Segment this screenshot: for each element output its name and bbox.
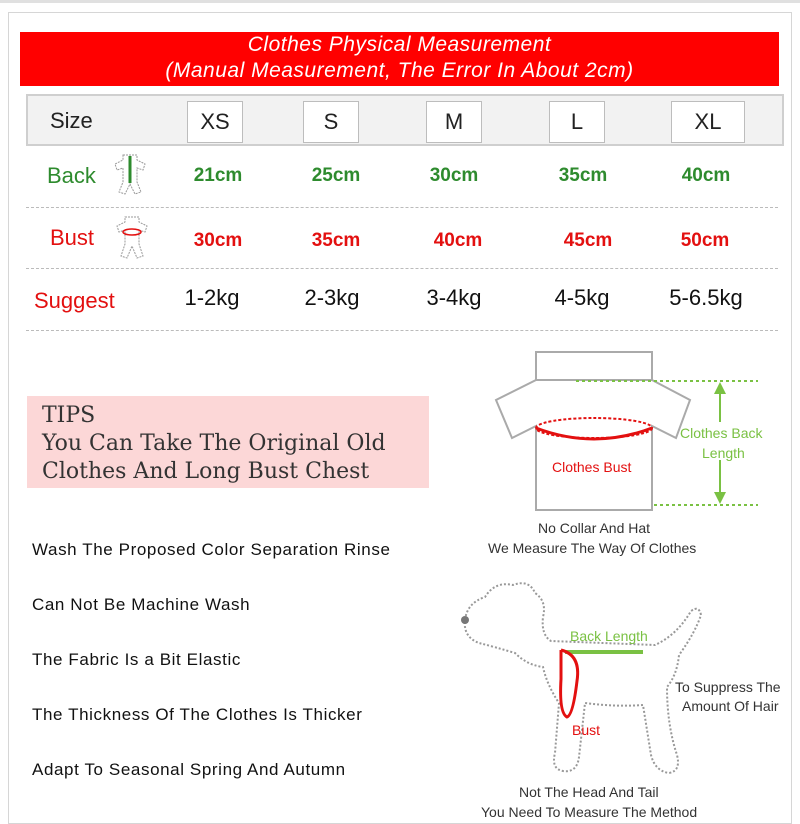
dog-bust-label: Bust	[572, 722, 601, 738]
care-item: Adapt To Seasonal Spring And Autumn	[32, 760, 346, 779]
bust-m: 40cm	[433, 230, 483, 251]
shirt-caption-1: No Collar And Hat	[538, 520, 651, 536]
care-item: The Fabric Is a Bit Elastic	[32, 650, 241, 669]
back-s: 25cm	[311, 165, 361, 186]
back-xl: 40cm	[681, 165, 731, 186]
dog-suppress-label-2: Amount Of Hair	[682, 698, 779, 714]
dog-back-length-label: Back Length	[570, 628, 648, 644]
bust-measure-icon	[113, 214, 151, 262]
row-divider	[26, 330, 778, 331]
banner-title: Clothes Physical Measurement	[247, 33, 552, 56]
tips-title: TIPS	[42, 403, 96, 428]
dog-suppress-label-1: To Suppress The	[675, 679, 781, 695]
tips-text	[42, 402, 386, 486]
bust-l: 45cm	[563, 230, 613, 251]
bust-s: 35cm	[311, 230, 361, 251]
dog-caption-2: You Need To Measure The Method	[481, 804, 698, 820]
shirt-caption-2: We Measure The Way Of Clothes	[488, 540, 697, 556]
suggest-xl: 5-6.5kg	[669, 285, 743, 310]
back-l: 35cm	[558, 165, 608, 186]
back-xs: 21cm	[193, 165, 243, 186]
care-item: Can Not Be Machine Wash	[32, 595, 251, 614]
tips-line-2: Clothes And Long Bust Chest	[42, 459, 370, 484]
title-banner	[20, 32, 779, 86]
row-divider	[26, 268, 778, 269]
size-xl: XL	[671, 101, 745, 143]
shirt-back-length-label-1: Clothes Back	[680, 425, 763, 441]
size-l: L	[549, 101, 605, 143]
banner-subtitle: (Manual Measurement, The Error In About 2cm)	[165, 59, 634, 82]
dog-caption-1: Not The Head And Tail	[519, 784, 659, 800]
bust-label: Bust	[50, 225, 95, 250]
back-measure-icon	[113, 152, 147, 198]
suggest-m: 3-4kg	[426, 285, 482, 310]
suggest-l: 4-5kg	[554, 285, 610, 310]
shirt-bust-label: Clothes Bust	[552, 459, 632, 475]
back-label: Back	[47, 163, 96, 188]
back-m: 30cm	[429, 165, 479, 186]
suggest-s: 2-3kg	[304, 285, 360, 310]
suggest-label: Suggest	[34, 288, 115, 313]
size-m: M	[426, 101, 482, 143]
size-s: S	[303, 101, 359, 143]
shirt-back-length-label-2: Length	[702, 445, 745, 461]
tips-line-1: You Can Take The Original Old	[42, 431, 386, 456]
size-xs: XS	[187, 101, 243, 143]
bust-xs: 30cm	[193, 230, 243, 251]
care-item: The Thickness Of The Clothes Is Thicker	[32, 705, 363, 724]
row-divider	[26, 207, 778, 208]
size-label: Size	[50, 108, 93, 133]
suggest-xs: 1-2kg	[184, 285, 240, 310]
bust-xl: 50cm	[680, 230, 730, 251]
care-item: Wash The Proposed Color Separation Rinse	[32, 540, 391, 559]
